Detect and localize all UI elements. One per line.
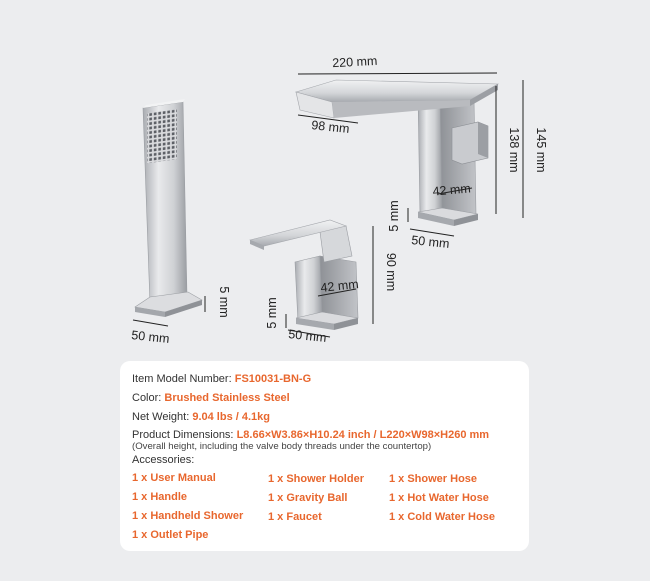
model-label: Item Model Number: (132, 373, 232, 385)
dimensions-note: (Overall height, including the valve body threads under the countertop) (132, 441, 432, 452)
faucet-total-height-label: 145 mm (534, 127, 548, 173)
accessory-item: 1 x Outlet Pipe (132, 529, 209, 541)
spec-card (120, 361, 529, 551)
weight-value: 9.04 lbs / 4.1kg (192, 411, 270, 423)
dimensions-value: L8.66×W3.86×H10.24 inch / L220×W98×H260 mm (236, 429, 490, 441)
accessory-item: 1 x Shower Holder (268, 473, 364, 485)
faucet-body-width-label: 42 mm (432, 181, 472, 199)
shower-base-width-label: 50 mm (130, 328, 171, 346)
shower-width-line (133, 320, 168, 326)
handheld-shower-illustration (135, 99, 202, 317)
handle-body-width-label: 42 mm (319, 277, 360, 295)
dimensions-row (132, 429, 489, 441)
color-row (132, 392, 290, 404)
faucet-base-width-label: 50 mm (410, 233, 451, 251)
dimensions-label: Product Dimensions: (132, 429, 234, 441)
faucet-base-height-label: 5 mm (387, 200, 401, 232)
accessory-item: 1 x Faucet (268, 511, 322, 523)
accessory-item: 1 x Handheld Shower (132, 510, 244, 522)
weight-label: Net Weight: (132, 411, 190, 423)
color-label: Color: (132, 392, 162, 404)
faucet-length-line (298, 73, 497, 74)
color-value: Brushed Stainless Steel (164, 392, 290, 404)
accessory-item: 1 x Shower Hose (389, 473, 478, 485)
handle-base-width-label: 50 mm (287, 327, 328, 345)
accessory-item: 1 x Handle (132, 491, 188, 503)
handle-base-height-label: 5 mm (265, 297, 279, 329)
accessory-item: 1 x Hot Water Hose (389, 492, 489, 504)
handle-height-label: 90 mm (384, 252, 398, 292)
accessories-label: Accessories: (132, 454, 195, 466)
faucet-body-height-label: 138 mm (507, 127, 521, 173)
accessory-item: 1 x Cold Water Hose (389, 511, 495, 523)
weight-row (132, 411, 270, 423)
shower-base-height-label: 5 mm (217, 286, 231, 318)
model-value: FS10031-BN-G (234, 373, 312, 385)
faucet-length-label: 220 mm (331, 53, 378, 71)
faucet-depth-label: 98 mm (310, 118, 351, 136)
accessory-item: 1 x Gravity Ball (268, 492, 348, 504)
accessory-item: 1 x User Manual (132, 472, 216, 484)
model-row (132, 373, 311, 385)
